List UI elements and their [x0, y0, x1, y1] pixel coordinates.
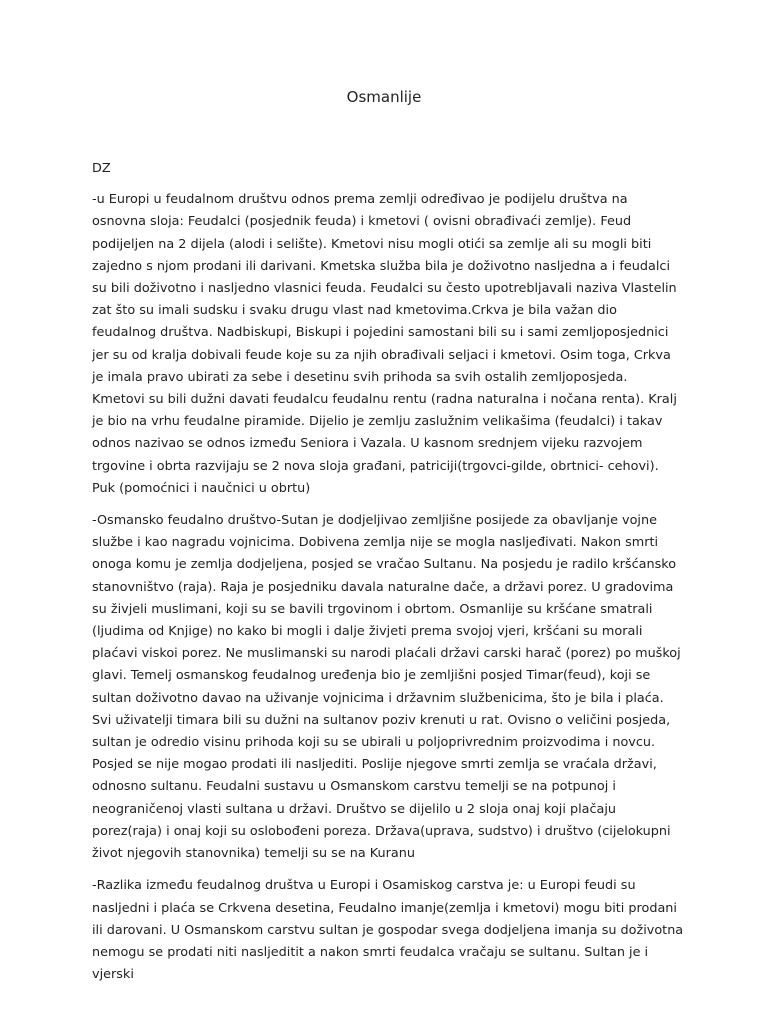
document-body	[92, 158, 684, 996]
paragraph-ottoman-feudalism: -Osmansko feudalno društvo-Sutan je dodjeljivao zemljišne posijede za obavljanje vojne službe i kao nagradu vojnicima. Dobivena zemlja nije se mogla nasljeđivati. Nakon smrti onoga komu je zemlja dodjeljena, posjed se vračao Sultanu. Na posjedu je radilo kršćansko stanovništvo (raja). Raja je posjedniku davala naturalne dače, a državi porez. U gradovima su živjeli muslimani, koji su se bavili trgovinom i obrtom. Osmanlije su kršćane smatrali (ljudima od Knjige) no kako bi mogli i dalje živjeti prema svojoj vjeri, kršćani su morali plaćavi viskoi porez. Ne muslimanski su narodi plaćali državi carski harač (porez) po muškoj glavi. Temelj osmanskog feudalnog uređenja bio je zemljišni posjed Timar(feud), koji se sultan doživotno davao na uživanje vojnicima i državnim službenicima, što je bila i plaća. Svi uživatelji timara bili su dužni na sultanov poziv krenuti u rat. Ovisno o veličini posjeda, sultan je odredio visinu prihoda koji su se ubirali u poljoprivrednim proizvodima i novcu. Posjed se nije mogao prodati ili nasljediti. Poslije njegove smrti zemlja se vraćala državi, odnosno sultanu. Feudalni sustavu u Osmanskom carstvu temelji se na potpunoj i neograničenoj vlasti sultana u državi. Društvo se dijelilo u 2 sloja onaj koji plačaju porez(raja) i onaj koji su oslobođeni poreza. Država(uprava, sudstvo) i društvo (cijelokupni život njegovih stanovnika) temelji su se na Kuranu	[92, 513, 681, 862]
document-title: Osmanlije	[346, 88, 422, 106]
paragraph-europe-feudalism: -u Europi u feudalnom društvu odnos prema zemlji određivao je podijelu društva na osnovna sloja: Feudalci (posjednik feuda) i kmetovi ( ovisni obrađivaći zemlje). Feud podijeljen na 2 dijela (alodi i selište). Kmetovi nisu mogli otići sa zemlje ali su mogli biti zajedno s njom prodani ili darivani. Kmetska služba bila je doživotno nasljedna a i feudalci su bili doživotno i nasljedno vlasnici feuda. Feudalci su često upotrebljavali naziva Vlastelin zat što su imali sudsku i svaku drugu vlast nad kmetovima.Crkva je bila važan dio feudalnog društva. Nadbiskupi, Biskupi i pojedini samostani bili su i sami zemljoposjednici jer su od kralja dobivali feude koje su za njih obrađivali seljaci i kmetovi. Osim toga, Crkva je imala pravo ubirati za sebe i desetinu svih prihoda sa svih ostalih zemljoposjeda. Kmetovi su bili dužni davati feudalcu feudalnu rentu (radna naturalna i nočana renta). Kralj je bio na vrhu feudalne piramide. Dijelio je zemlju zaslužnim velikašima (feudalci) i takav odnos nazivao se odnos između Seniora i Vazala. U kasnom srednjem vijeku razvojem trgovine i obrta razvijaju se 2 nova sloja građani, patriciji(trgovci-gilde, obrtnici- cehovi). Puk (pomoćnici i naučnici u obrtu)	[92, 192, 677, 496]
document-label: DZ	[92, 161, 111, 176]
paragraph-differences: -Razlika između feudalnog društva u Europi i Osamiskog carstva je: u Europi feudi su nasljedni i plaća se Crkvena desetina, Feudalno imanje(zemlja i kmetovi) mogu biti prodani ili darovani. U Osmanskom carstvu sultan je gospodar svega dodjeljena imanja su doživotna nemogu se prodati niti nasljeditit a nakon smrti feudalca vračaju se sultanu. Sultan je i vjerski	[92, 878, 684, 983]
